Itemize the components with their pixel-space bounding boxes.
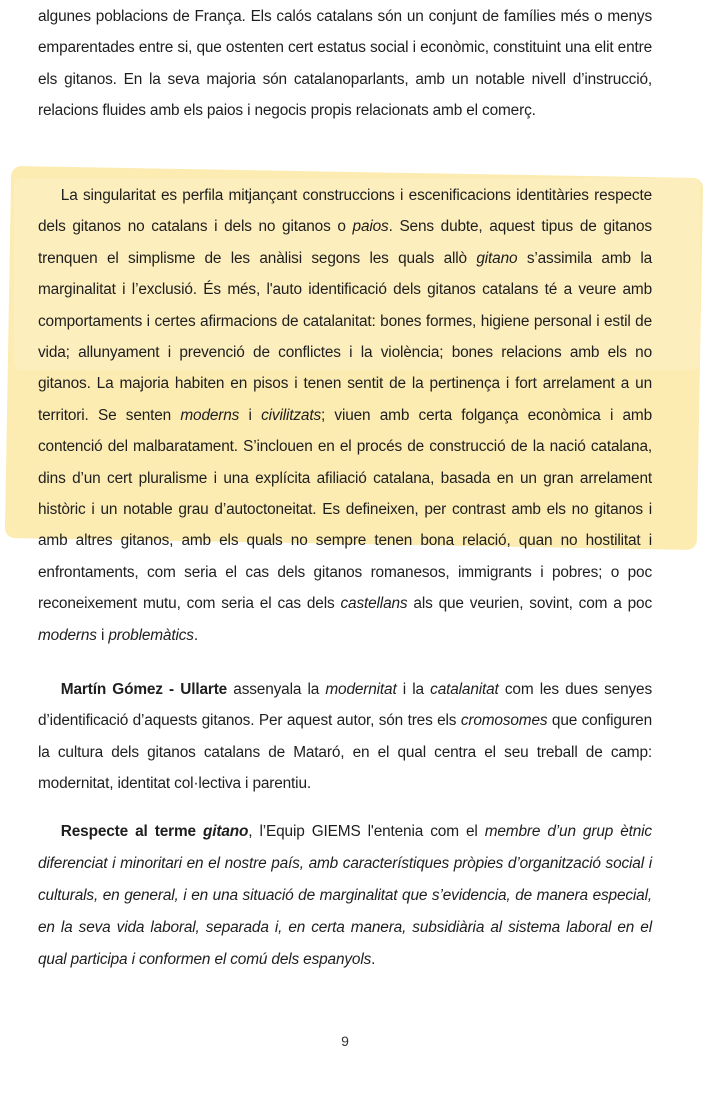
term-gitano-heading: gitano	[203, 823, 249, 840]
term-modernitat: modernitat	[325, 681, 397, 698]
term-paios: paios	[352, 218, 389, 236]
definition-quote: membre d’un grup ètnic diferenciat i minoritari en el nostre país, amb característiques pròpies d’organització social i culturals, en general, i en una situació de marginalitat que s’evidencia, de manera especial, en la seva vida laboral, separada i, en certa manera, subsidiària al sistema laboral en el qual participa i conformen el comú dels espanyols	[38, 823, 652, 968]
paragraph-3: Martín Gómez - Ullarte assenyala la modernitat i la catalanitat com les dues senyes d’identificació d’aquests gitanos. Per aquest autor, són tres els cromosomes que configuren la cultura dels gitanos catalans de Mataró, en el qual centra el seu treball de camp: modernitat, identitat col·lectiva i parentiu.	[38, 681, 652, 793]
paragraph-2-highlighted: La singularitat es perfila mitjançant construccions i escenificacions identitàries respecte dels gitanos no catalans i dels no gitanos o paios. Sens dubte, aquest tipus de gitanos trenquen el simplisme de les anàlisi segons les quals allò gitano s’assimila amb la marginalitat i l’exclusió. És més, l'auto identificació dels gitanos catalans té a veure amb comportaments i certes afirmacions de catalanitat: bones formes, higiene personal i estil de vida; allunyament i prevenció de conflictes i la violència; bones relacions amb els no gitanos. La majoria habiten en pisos i tenen sentit de la pertinença i fort arrelament a un territori. Se senten moderns i civilitzats; viuen amb certa folgança econòmica i amb contenció del malbaratament. S’inclouen en el procés de construcció de la nació catalana, dins d’un cert pluralisme i una explícita afiliació catalana, basada en un gran arrelament històric i un notable grau d’autoctoneitat. Es defineixen, per contrast amb els no gitanos i amb altres gitanos, amb els quals no sempre tenen bona relació, quan no hostilitat i enfrontaments, com seria el cas dels gitanos romanesos, immigrants i pobres; o poc reconeixement mutu, com seria el cas dels castellans als que veurien, sovint, com a poc moderns i problemàtics.	[38, 187, 652, 644]
page-number: 9	[341, 1033, 349, 1049]
term-moderns-2: moderns	[38, 626, 97, 644]
term-gitano: gitano	[476, 249, 518, 267]
paragraph-4: Respecte al terme gitano, l’Equip GIEMS l'entenia com el membre d’un grup ètnic diferenciat i minoritari en el nostre país, amb característiques pròpies d’organització social i culturals, en general, i en una situació de marginalitat que s’evidencia, de manera especial, en la seva vida laboral, separada i, en certa manera, subsidiària al sistema laboral en el qual participa i conformen el comú dels espanyols.	[38, 823, 652, 968]
paragraph-1: algunes poblacions de França. Els calós catalans són un conjunt de famílies més o menys emparentades entre si, que ostenten cert estatus social i econòmic, constituint una elit entre els gitanos. En la seva majoria són catalanoparlants, amb un notable nivell d’instrucció, relacions fluides amb els paios i negocis propis relacionats amb el comerç.	[38, 8, 652, 120]
term-castellans: castellans	[340, 595, 408, 613]
term-catalanitat: catalanitat	[430, 681, 499, 698]
term-cromosomes: cromosomes	[460, 712, 548, 730]
term-civilitzats: civilitzats	[261, 406, 321, 424]
document-page	[38, 0, 652, 1106]
term-problematics: problemàtics	[108, 626, 194, 644]
term-moderns: moderns	[180, 406, 240, 424]
lead-text: Respecte al terme gitano	[60, 823, 249, 840]
author-name: Martín Gómez - Ullarte	[60, 681, 228, 698]
